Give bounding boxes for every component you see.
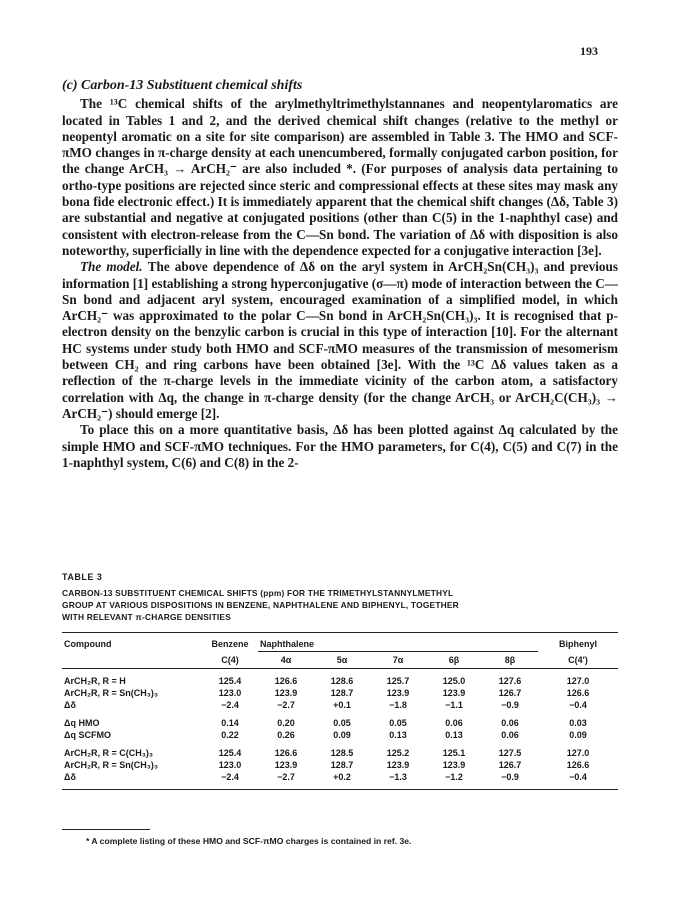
table-row — [62, 717, 618, 729]
table-container — [62, 632, 618, 790]
table-row — [62, 687, 618, 699]
footnote-divider — [62, 829, 150, 830]
table-cell: −1.1 — [445, 700, 463, 710]
table-cell: 125.1 — [442, 748, 466, 758]
table-cell: 0.14 — [221, 718, 239, 728]
article-body — [62, 78, 618, 471]
footnote: * A complete listing of these HMO and SCF-πMO charges is contained in ref. 3e. — [86, 836, 412, 846]
table-row — [62, 747, 618, 759]
table-cell: 123.0 — [218, 688, 242, 698]
table-cell: 126.7 — [498, 760, 522, 770]
table-cell: 0.05 — [389, 718, 407, 728]
table-cell: 123.0 — [218, 760, 242, 770]
paragraph-text: The ¹³C chemical shifts of the arylmethyltrimethylstannanes and neopentylaromatics are located in Tables 1 and 2, and the derived chemical shift changes (relative to the methyl or neopentyl aromatic on a site for site comparison) are assembled in Table 3. The HMO and SCF-πMO changes in π-charge density at each unencumbered, formally conjugated carbon position, for the change ArCH₃ → ArCH₂⁻ are also included *. (For purposes of analysis data pertaining to ortho-type positions are rejected since steric and compressional effects at these sites may mask any bona fide electronic effect.) It is immediately apparent that the chemical shift changes (Δδ, Table 3) are substantial and negative at conjugated positions (other than C(5) in the 1-naphthyl case) and consistent with electron-release from the C—Sn bond. The variation of Δδ with disposition is also noteworthy, superficially in line with the dependence expected for a conjugative interaction [3e]. — [62, 96, 618, 258]
row-label: Δδ — [64, 772, 76, 782]
row-label: ArCH₂R, R = H — [64, 676, 126, 686]
row-label: ArCH₂R, R = Sn(CH₃)₃ — [64, 688, 159, 698]
table-cell: 0.09 — [333, 730, 351, 740]
table-cell: 128.6 — [330, 676, 354, 686]
table-cell: 0.26 — [277, 730, 295, 740]
table-cell: −0.9 — [501, 772, 519, 782]
column-header: C(4) — [221, 654, 239, 665]
paragraph-text: To place this on a more quantitative basis, Δδ has been plotted against Δq calculated by the simple HMO and SCF-πMO techniques. For the HMO parameters, for C(4), C(5) and C(7) in the 1-naphthyl system, C(6) and C(8) in the 2- — [62, 422, 618, 470]
paragraph-lead: The model. — [80, 259, 148, 275]
column-header: 7α — [392, 655, 404, 665]
table-cell: 127.5 — [498, 748, 522, 758]
caption-line: CARBON-13 SUBSTITUENT CHEMICAL SHIFTS (ppm) FOR THE TRIMETHYLSTANNYLMETHYL — [62, 588, 454, 598]
table-cell: 0.20 — [277, 718, 295, 728]
table-cell: 0.06 — [501, 718, 519, 728]
table-cell: 0.22 — [221, 730, 239, 740]
column-header: 5α — [336, 655, 348, 665]
table-cell: +0.2 — [333, 772, 351, 782]
section-heading: (c) Carbon-13 Substituent chemical shifts — [62, 78, 303, 93]
table-cell: −0.4 — [569, 772, 587, 782]
table-cell: 125.4 — [218, 676, 242, 686]
column-header: C(4′) — [568, 654, 588, 665]
paragraph-text: The above dependence of Δδ on the aryl system in ArCH₂Sn(CH₃)₃ and previous information [1] establishing a strong hyperconjugative (σ—π) mode of interaction between the C—Sn bond and adjacent aryl system, encouraged examination of a simplified model, in which ArCH₂⁻ was approximated to the polar C—Sn bond in ArCH₂Sn(CH₃)₃. It is recognised that p-electron density on the benzylic carbon is crucial in this type of interaction [10]. For the alternant HC systems under study both HMO and SCF-πMO measures of the transmission of mesomerism between CH₂ and ring carbons have been obtained [3e]. With the ¹³C Δδ values taken as a reflection of the π-charge levels in the immediate vicinity of the carbon atom, a satisfactory correlation with Δq, the change in π-charge density (for the change ArCH₃ or ArCH₂C(CH₃)₃ → ArCH₂⁻) should emerge [2]. — [62, 259, 618, 421]
table-cell: −2.7 — [277, 700, 295, 710]
caption-line: WITH RELEVANT π-CHARGE DENSITIES — [62, 612, 231, 622]
table-cell: 128.7 — [330, 760, 354, 770]
table-cell: 0.09 — [569, 730, 587, 740]
page-number: 193 — [580, 44, 598, 58]
row-label: ArCH₂R, R = C(CH₃)₃ — [64, 748, 154, 758]
table-cell: −2.4 — [221, 700, 239, 710]
table-body — [62, 675, 618, 790]
table-cell: 0.03 — [569, 718, 587, 728]
table-caption — [62, 587, 618, 623]
table-row — [62, 675, 618, 687]
row-label: ArCH₂R, R = Sn(CH₃)₃ — [64, 760, 159, 770]
header-naphthalene: Naphthalene — [258, 633, 538, 652]
table-row — [62, 699, 618, 711]
table-cell: 126.6 — [566, 688, 590, 698]
table-cell: 128.7 — [330, 688, 354, 698]
table-label: TABLE 3 — [62, 572, 103, 582]
header-compound: Compound — [64, 639, 112, 650]
table-cell: 126.7 — [498, 688, 522, 698]
table-cell: 126.6 — [274, 748, 298, 758]
table-cell: 123.9 — [386, 760, 410, 770]
table-group-header-row — [62, 633, 618, 652]
table-row — [62, 729, 618, 741]
table-cell: −1.3 — [389, 772, 407, 782]
table-cell: 127.6 — [498, 676, 522, 686]
table-column-header-row — [62, 652, 618, 669]
table-cell: −1.8 — [389, 700, 407, 710]
table-cell: 126.6 — [566, 760, 590, 770]
table-row — [62, 771, 618, 783]
table-cell: −1.2 — [445, 772, 463, 782]
table-cell: 128.5 — [330, 748, 354, 758]
table-cell: 125.0 — [442, 676, 466, 686]
table-cell: 0.13 — [445, 730, 463, 740]
paragraph-2 — [62, 259, 618, 422]
table-cell: 123.9 — [274, 688, 298, 698]
row-label: Δq HMO — [64, 718, 100, 728]
header-biphenyl: Biphenyl — [558, 639, 597, 650]
column-header: 4α — [280, 655, 292, 665]
table-cell: 0.06 — [501, 730, 519, 740]
paragraph-3 — [62, 422, 618, 471]
table-cell: −0.9 — [501, 700, 519, 710]
table-row — [62, 759, 618, 771]
table-cell: 126.6 — [274, 676, 298, 686]
table-cell: −2.7 — [277, 772, 295, 782]
table-cell: 127.0 — [566, 676, 590, 686]
table-cell: 123.9 — [274, 760, 298, 770]
table-cell: 123.9 — [442, 760, 466, 770]
caption-line: GROUP AT VARIOUS DISPOSITIONS IN BENZENE, NAPHTHALENE AND BIPHENYL, TOGETHER — [62, 600, 459, 610]
table-cell: −0.4 — [569, 700, 587, 710]
table-cell: 125.7 — [386, 676, 410, 686]
table-cell: 123.9 — [442, 688, 466, 698]
table-cell: 0.06 — [445, 718, 463, 728]
table-cell: 0.05 — [333, 718, 351, 728]
header-benzene: Benzene — [211, 639, 249, 650]
paragraph-1 — [62, 96, 618, 259]
shift-table — [62, 632, 618, 790]
table-cell: +0.1 — [333, 700, 351, 710]
table-cell: 127.0 — [566, 748, 590, 758]
column-header: 8β — [504, 655, 516, 665]
table-cell: 125.4 — [218, 748, 242, 758]
column-header: 6β — [448, 655, 460, 665]
row-label: Δδ — [64, 700, 76, 710]
table-cell: −2.4 — [221, 772, 239, 782]
table-cell: 125.2 — [386, 748, 410, 758]
table-cell: 123.9 — [386, 688, 410, 698]
row-label: Δq SCFMO — [64, 730, 111, 740]
table-cell: 0.13 — [389, 730, 407, 740]
